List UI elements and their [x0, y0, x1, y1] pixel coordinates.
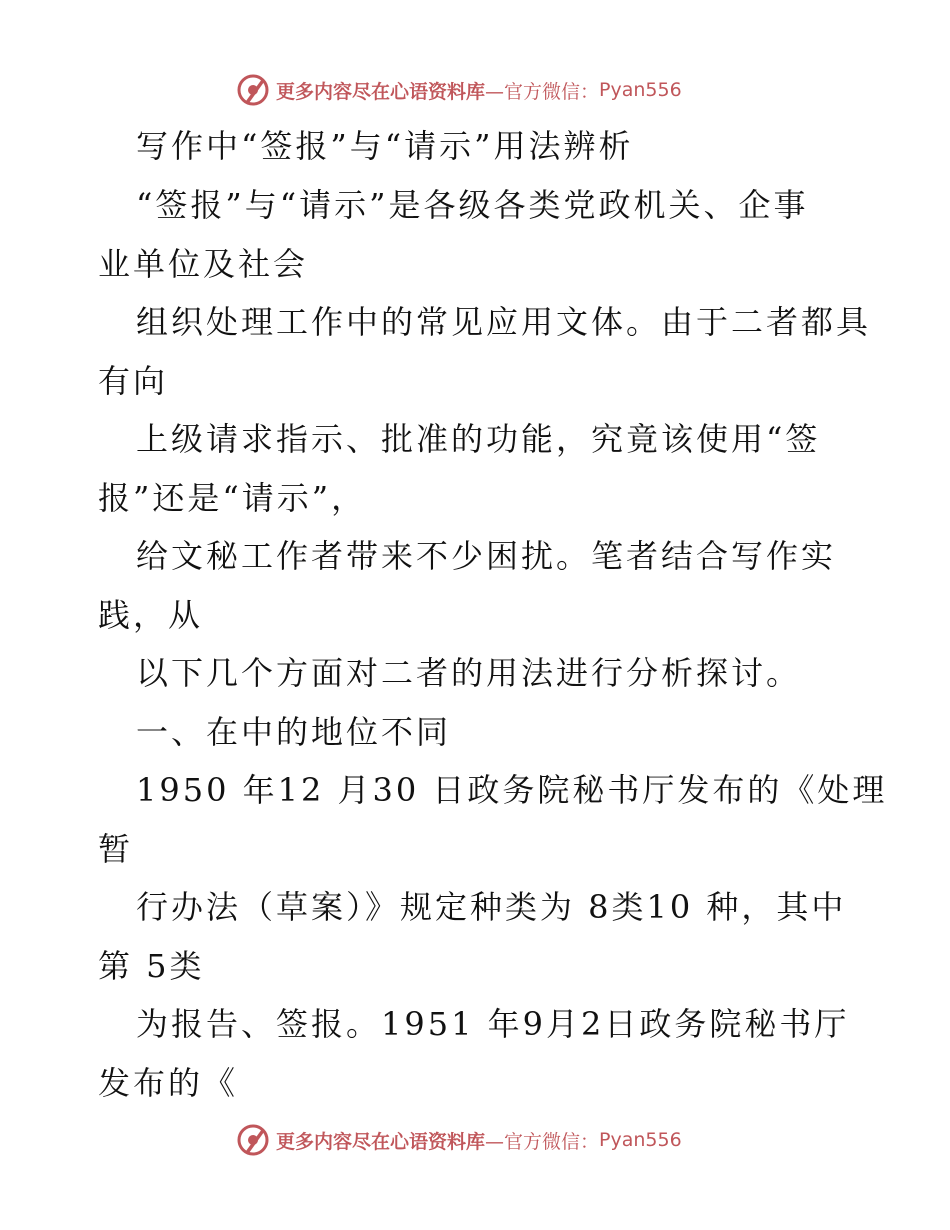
- document-title: 写作中“签报”与“请示”用法辨析: [136, 127, 634, 165]
- paragraph-line: 业单位及社会: [98, 245, 309, 283]
- section-heading: 一、在中的地位不同: [136, 713, 452, 751]
- header-watermark: [236, 72, 682, 108]
- watermark-wechat-id: Pyan556: [599, 79, 682, 101]
- paragraph-line: 暂: [98, 830, 134, 868]
- paragraph-line: 践，从: [98, 596, 204, 634]
- paragraph-line: 报”还是“请示”，: [98, 479, 367, 517]
- footer-watermark: [236, 1122, 682, 1158]
- paragraph-line: 以下几个方面对二者的用法进行分析探讨。: [136, 654, 802, 692]
- watermark-text: 更多内容尽在心语资料库: [276, 80, 486, 103]
- paragraph-line: 发布的《: [98, 1064, 239, 1102]
- watermark-separator: —官方微信：: [485, 1130, 600, 1153]
- paragraph-line: 为报告、签报。1951 年9月2日政务院秘书厅: [136, 1005, 850, 1043]
- paragraph-line: 组织处理工作中的常见应用文体。由于二者都具: [136, 303, 872, 341]
- paragraph-line: 有向: [98, 362, 169, 400]
- watermark-text: 更多内容尽在心语资料库: [276, 1130, 486, 1153]
- paragraph-line: 给文秘工作者带来不少困扰。笔者结合写作实: [136, 537, 837, 575]
- quill-logo-icon: [236, 73, 270, 107]
- paragraph-line: 上级请求指示、批准的功能，究竟该使用“签: [136, 420, 821, 458]
- paragraph-line: “签报”与“请示”是各级各类党政机关、企事: [136, 186, 809, 224]
- watermark-wechat-id: Pyan556: [599, 1129, 682, 1151]
- paragraph-line: 行办法（草案）》规定种类为 8类10 种，其中: [136, 888, 847, 926]
- watermark-separator: —官方微信：: [485, 80, 600, 103]
- paragraph-line: 第 5类: [98, 947, 205, 985]
- paragraph-line: 1950 年12 月30 日政务院秘书厅发布的《处理: [136, 771, 888, 809]
- quill-logo-icon: [236, 1123, 270, 1157]
